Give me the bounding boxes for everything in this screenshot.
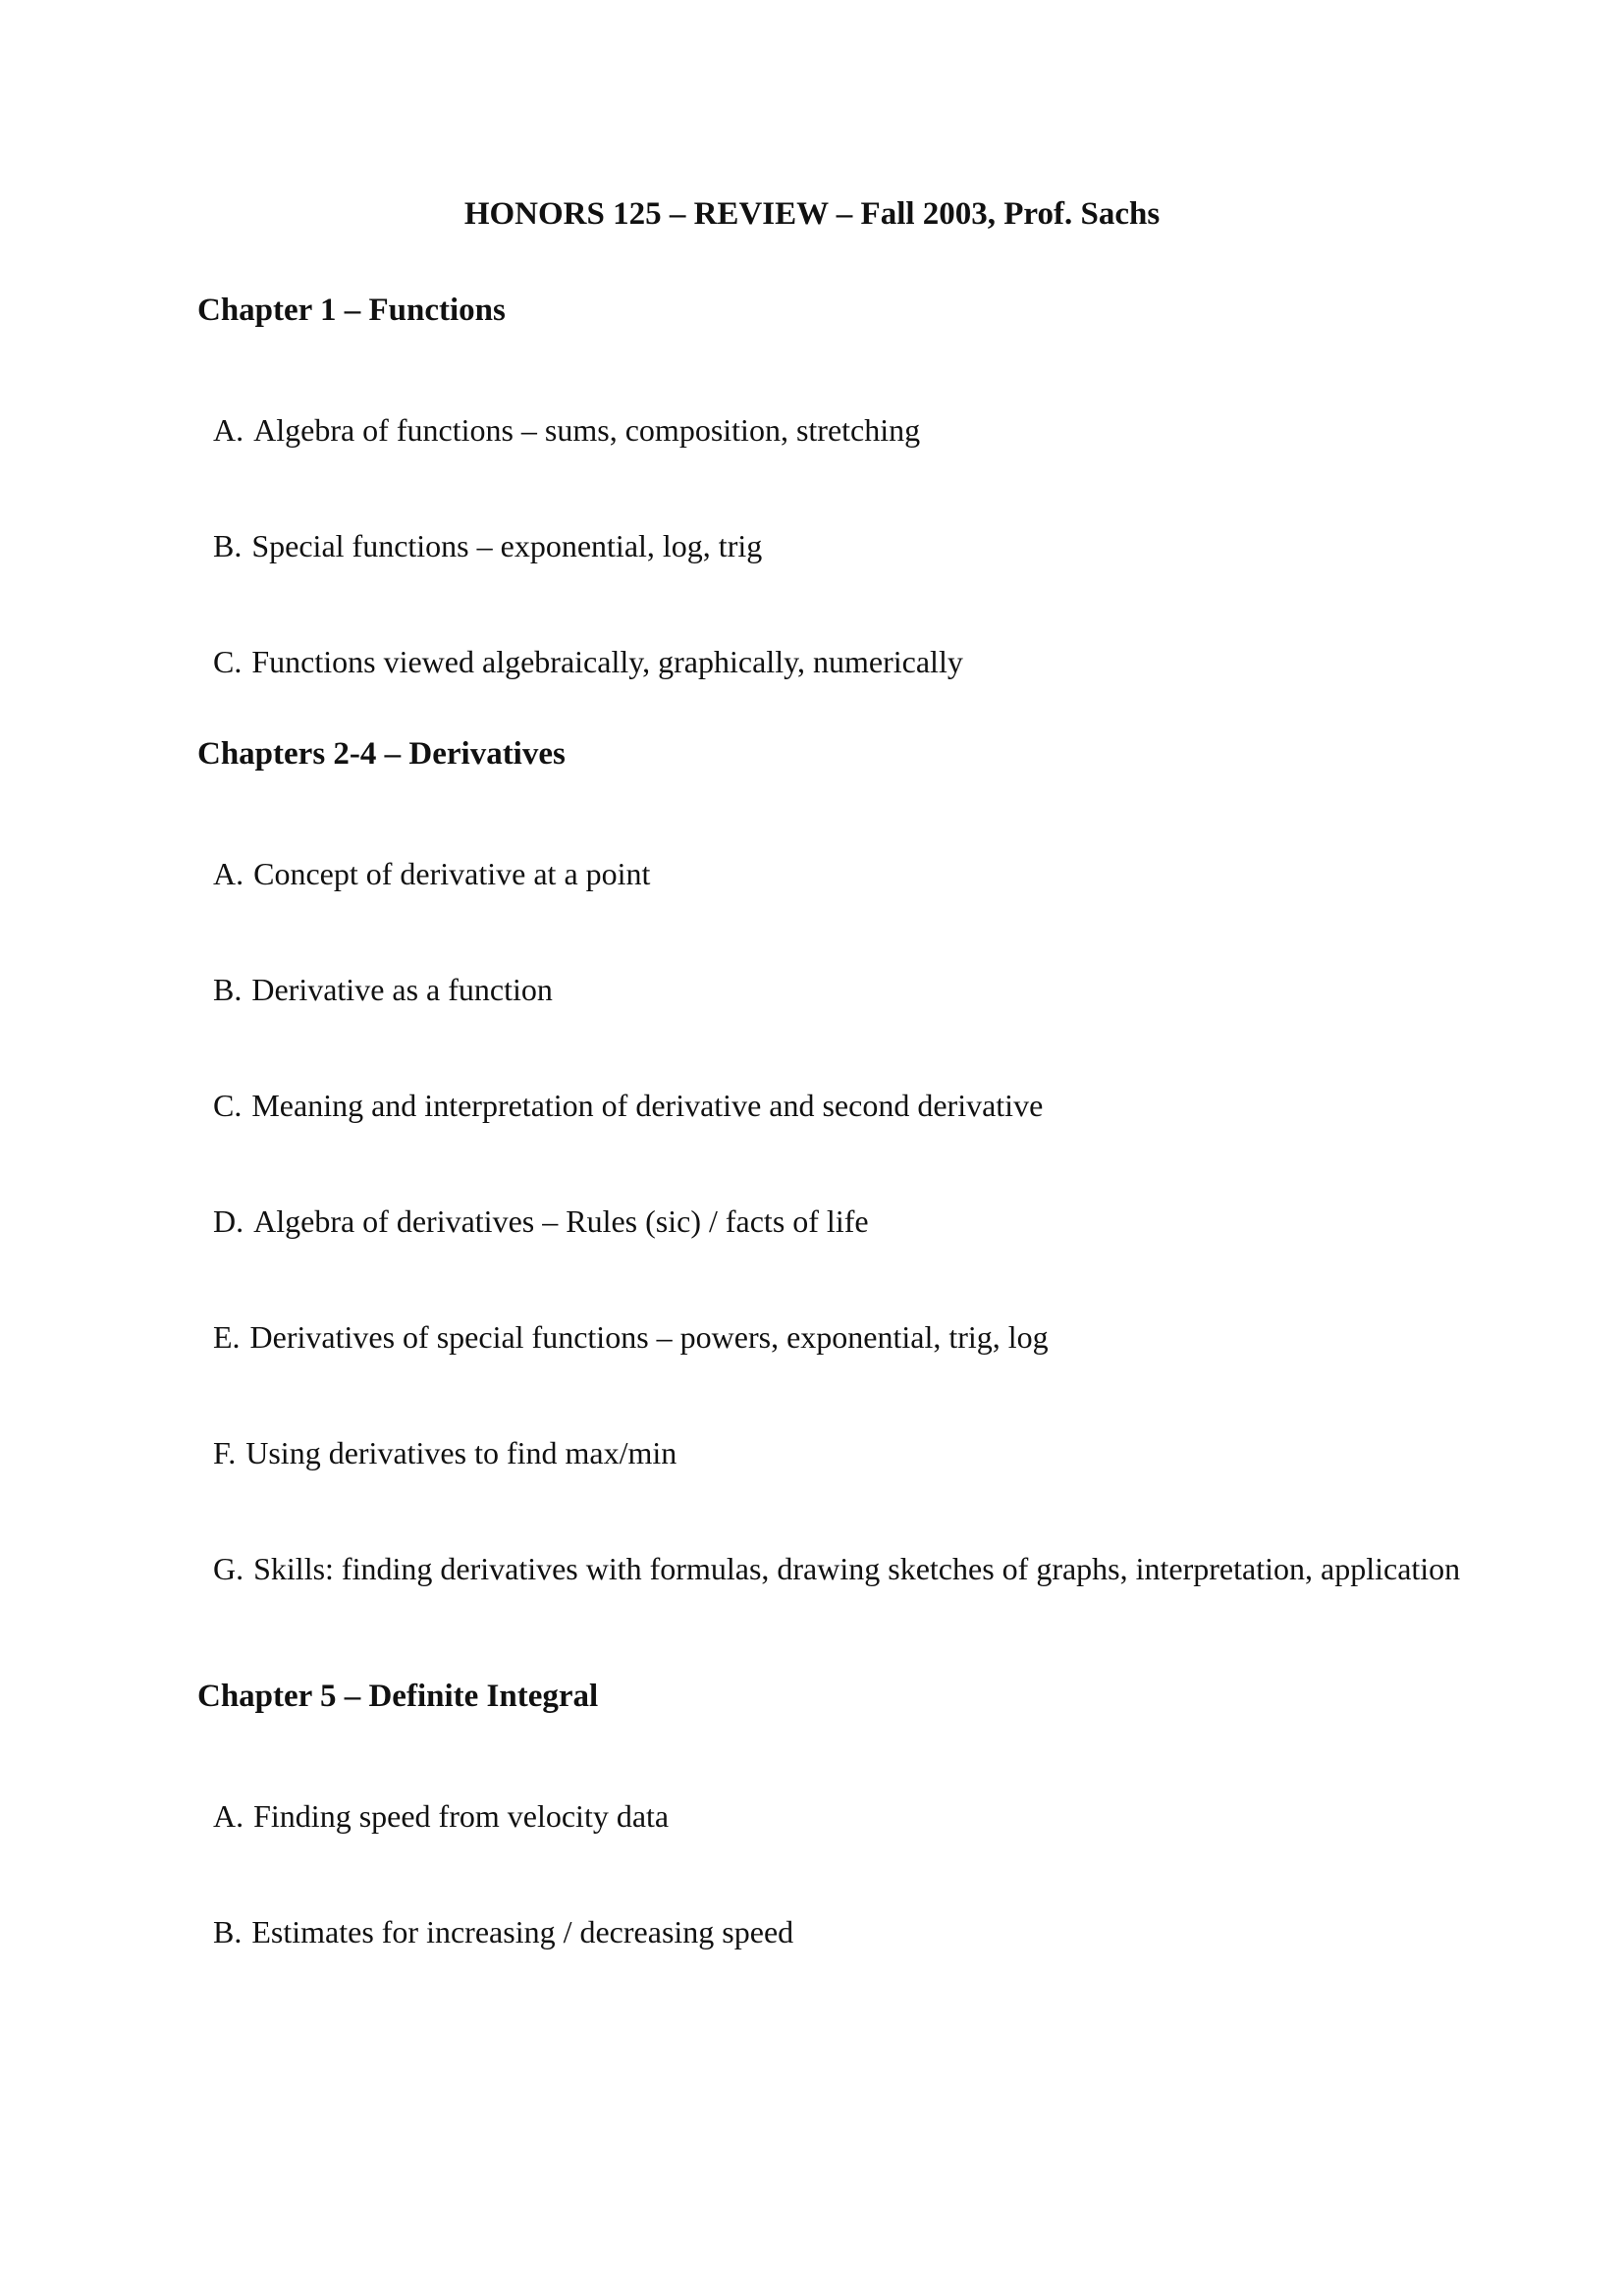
section-heading-chapters-2-4: Chapters 2-4 – Derivatives <box>197 736 566 772</box>
list-item <box>197 970 1474 1009</box>
item-text: Finding speed from velocity data <box>253 1798 670 1834</box>
page-title: HONORS 125 – REVIEW – Fall 2003, Prof. Sachs <box>463 196 1161 232</box>
item-letter: A. <box>213 412 244 448</box>
item-letter: G. <box>213 1551 244 1586</box>
item-letter: E. <box>213 1319 241 1355</box>
item-text: Algebra of derivatives – Rules (sic) / facts of life <box>253 1203 869 1239</box>
item-letter: D. <box>213 1203 244 1239</box>
list-item <box>197 1201 1474 1241</box>
item-text: Meaning and interpretation of derivative and second derivative <box>251 1088 1044 1123</box>
item-letter: C. <box>213 644 243 679</box>
list-item <box>197 526 1474 565</box>
list-item <box>197 642 1474 681</box>
list-item <box>197 1912 1474 1951</box>
item-text: Special functions – exponential, log, trig <box>251 528 763 563</box>
item-letter: B. <box>213 528 243 563</box>
item-letter: C. <box>213 1088 243 1123</box>
item-letter: B. <box>213 972 243 1007</box>
section-heading-chapter-1: Chapter 1 – Functions <box>197 293 506 328</box>
section-heading-chapter-5: Chapter 5 – Definite Integral <box>197 1679 599 1714</box>
list-item <box>197 1796 1474 1836</box>
list-item <box>197 1086 1474 1125</box>
item-letter: B. <box>213 1914 243 1949</box>
item-text: Skills: finding derivatives with formulas, drawing sketches of graphs, interpretation, application <box>253 1551 1461 1586</box>
list-item <box>197 1433 1474 1472</box>
item-letter: F. <box>213 1435 237 1470</box>
item-text: Estimates for increasing / decreasing speed <box>251 1914 794 1949</box>
item-text: Using derivatives to find max/min <box>245 1435 677 1470</box>
list-item <box>197 410 1474 450</box>
list-item <box>197 854 1474 893</box>
item-text: Concept of derivative at a point <box>253 856 651 891</box>
item-text: Algebra of functions – sums, composition, stretching <box>253 412 921 448</box>
item-text: Derivatives of special functions – powers, exponential, trig, log <box>249 1319 1049 1355</box>
item-text: Functions viewed algebraically, graphically, numerically <box>251 644 963 679</box>
item-letter: A. <box>213 1798 244 1834</box>
list-item <box>197 1549 1474 1588</box>
item-letter: A. <box>213 856 244 891</box>
item-text: Derivative as a function <box>251 972 553 1007</box>
list-item <box>197 1317 1474 1357</box>
